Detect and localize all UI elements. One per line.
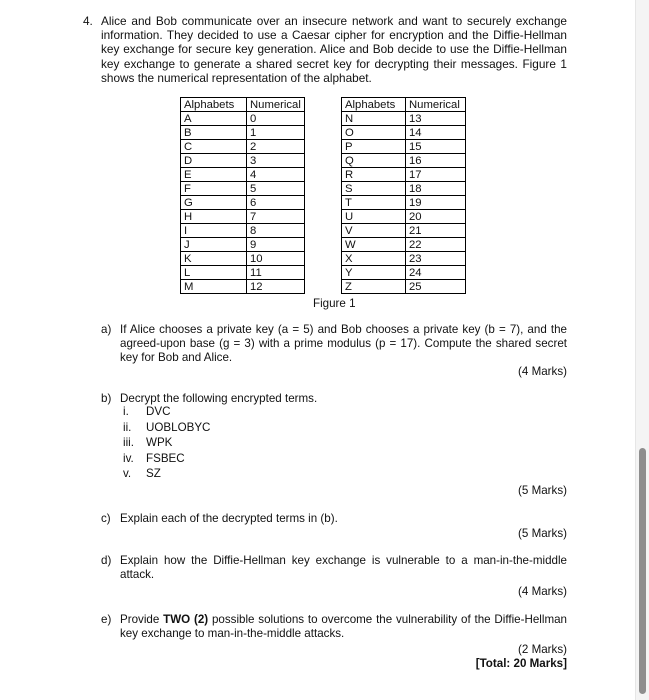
table-row bbox=[342, 182, 466, 196]
alphabet-cell: M bbox=[181, 280, 247, 294]
table-row bbox=[181, 280, 305, 294]
table-row bbox=[181, 154, 305, 168]
numerical-cell: 24 bbox=[406, 266, 466, 280]
numerical-cell: 6 bbox=[247, 196, 305, 210]
numerical-cell: 8 bbox=[247, 224, 305, 238]
list-item-roman: i. bbox=[123, 405, 129, 418]
alphabet-cell: V bbox=[342, 224, 406, 238]
part-b-text: Decrypt the following encrypted terms. bbox=[120, 392, 318, 405]
list-item-roman: iii. bbox=[123, 436, 134, 449]
alphabet-cell: D bbox=[181, 154, 247, 168]
numerical-cell: 4 bbox=[247, 168, 305, 182]
decrypt-list bbox=[123, 404, 210, 482]
alphabet-cell: K bbox=[181, 252, 247, 266]
list-item bbox=[123, 435, 210, 451]
list-item-roman: iv. bbox=[123, 451, 134, 465]
numerical-cell: 23 bbox=[406, 252, 466, 266]
part-a bbox=[101, 323, 567, 365]
numerical-cell: 21 bbox=[406, 224, 466, 238]
alphabet-cell: L bbox=[181, 266, 247, 280]
table-header-row bbox=[342, 98, 466, 112]
alphabet-cell: A bbox=[181, 112, 247, 126]
header-numerical: Numerical bbox=[247, 98, 305, 112]
numerical-cell: 12 bbox=[247, 280, 305, 294]
numerical-cell: 13 bbox=[406, 112, 466, 126]
alphabet-cell: P bbox=[342, 140, 406, 154]
numerical-cell: 18 bbox=[406, 182, 466, 196]
table-row bbox=[181, 266, 305, 280]
table-row bbox=[342, 112, 466, 126]
part-c-label: c) bbox=[101, 512, 111, 525]
alphabet-cell: Q bbox=[342, 154, 406, 168]
table-row bbox=[342, 126, 466, 140]
numerical-cell: 2 bbox=[247, 140, 305, 154]
total-marks: [Total: 20 Marks] bbox=[475, 657, 567, 670]
table-row bbox=[342, 238, 466, 252]
numerical-cell: 1 bbox=[247, 126, 305, 140]
alphabet-cell: N bbox=[342, 112, 406, 126]
header-alphabets: Alphabets bbox=[181, 98, 247, 112]
list-item bbox=[123, 466, 210, 482]
alphabet-cell: W bbox=[342, 238, 406, 252]
table-row bbox=[181, 112, 305, 126]
table-row bbox=[342, 140, 466, 154]
table-row bbox=[181, 126, 305, 140]
table-row bbox=[181, 210, 305, 224]
alphabet-cell: R bbox=[342, 168, 406, 182]
numerical-cell: 20 bbox=[406, 210, 466, 224]
part-c bbox=[101, 512, 567, 526]
list-item bbox=[123, 404, 210, 420]
alphabet-cell: Y bbox=[342, 266, 406, 280]
part-a-text: If Alice chooses a private key (a = 5) and Bob chooses a private key (b = 7), and the agreed-upon base (g = 3) with a prime modulus (p = 17). Compute the shared secret key for Bob and Alice. bbox=[120, 323, 567, 364]
alphabet-cell: T bbox=[342, 196, 406, 210]
question-number: 4. bbox=[83, 14, 93, 28]
alphabet-cell: J bbox=[181, 238, 247, 252]
part-d bbox=[101, 554, 567, 582]
part-a-label: a) bbox=[101, 323, 112, 336]
vertical-scrollbar[interactable] bbox=[635, 0, 649, 700]
alphabet-table-left bbox=[180, 97, 305, 294]
table-row bbox=[181, 252, 305, 266]
numerical-cell: 15 bbox=[406, 140, 466, 154]
table-row bbox=[181, 196, 305, 210]
table-row bbox=[342, 224, 466, 238]
alphabet-cell: F bbox=[181, 182, 247, 196]
table-row bbox=[342, 210, 466, 224]
table-row bbox=[181, 224, 305, 238]
part-e-text-end: possible solutions to overcome the vulnerability of the Diffie-Hellman key exchange to man-in-the-middle attacks. bbox=[120, 613, 568, 640]
part-d-label: d) bbox=[101, 554, 112, 567]
numerical-cell: 22 bbox=[406, 238, 466, 252]
list-item-term: UOBLOBYC bbox=[146, 420, 211, 434]
table-row bbox=[181, 182, 305, 196]
part-d-marks: (4 Marks) bbox=[518, 585, 567, 598]
part-e bbox=[101, 613, 567, 641]
numerical-cell: 0 bbox=[247, 112, 305, 126]
figure-caption: Figure 1 bbox=[313, 297, 356, 310]
alphabet-table-right bbox=[341, 97, 466, 294]
list-item bbox=[123, 420, 210, 436]
numerical-cell: 9 bbox=[247, 238, 305, 252]
alphabet-cell: E bbox=[181, 168, 247, 182]
table-row bbox=[181, 238, 305, 252]
list-item-term: FSBEC bbox=[146, 451, 185, 465]
table-row bbox=[342, 168, 466, 182]
table-row bbox=[342, 252, 466, 266]
table-row bbox=[181, 140, 305, 154]
numerical-cell: 25 bbox=[406, 280, 466, 294]
part-d-text: Explain how the Diffie-Hellman key exchange is vulnerable to a man-in-the-middle attack. bbox=[120, 554, 567, 581]
numerical-cell: 19 bbox=[406, 196, 466, 210]
header-numerical: Numerical bbox=[406, 98, 466, 112]
part-e-text-bold: TWO (2) bbox=[163, 613, 209, 626]
part-a-marks: (4 Marks) bbox=[518, 365, 567, 378]
part-e-marks: (2 Marks) bbox=[518, 643, 567, 656]
list-item-roman: v. bbox=[123, 467, 132, 480]
alphabet-cell: G bbox=[181, 196, 247, 210]
scrollbar-thumb[interactable] bbox=[639, 448, 646, 694]
numerical-cell: 3 bbox=[247, 154, 305, 168]
numerical-cell: 16 bbox=[406, 154, 466, 168]
alphabet-cell: U bbox=[342, 210, 406, 224]
part-e-text-start: Provide bbox=[120, 613, 164, 626]
alphabet-cell: S bbox=[342, 182, 406, 196]
numerical-cell: 14 bbox=[406, 126, 466, 140]
list-item-term: DVC bbox=[146, 405, 171, 418]
numerical-cell: 17 bbox=[406, 168, 466, 182]
alphabet-cell: Z bbox=[342, 280, 406, 294]
part-e-label: e) bbox=[101, 613, 112, 626]
table-row bbox=[342, 280, 466, 294]
table-right-body bbox=[342, 112, 466, 294]
table-header-row bbox=[181, 98, 305, 112]
header-alphabets: Alphabets bbox=[342, 98, 406, 112]
alphabet-cell: B bbox=[181, 126, 247, 140]
table-row bbox=[181, 168, 305, 182]
part-c-text: Explain each of the decrypted terms in (b). bbox=[120, 512, 338, 525]
numerical-cell: 7 bbox=[247, 210, 305, 224]
numerical-cell: 5 bbox=[247, 182, 305, 196]
part-e-text bbox=[120, 613, 567, 641]
list-item bbox=[123, 451, 210, 467]
alphabet-cell: I bbox=[181, 224, 247, 238]
part-c-marks: (5 Marks) bbox=[518, 527, 567, 540]
list-item-term: WPK bbox=[146, 436, 173, 449]
alphabet-cell: O bbox=[342, 126, 406, 140]
numerical-cell: 10 bbox=[247, 252, 305, 266]
table-left-body bbox=[181, 112, 305, 294]
table-row bbox=[342, 154, 466, 168]
list-item-roman: ii. bbox=[123, 420, 132, 434]
list-item-term: SZ bbox=[146, 467, 161, 480]
numerical-cell: 11 bbox=[247, 266, 305, 280]
question-intro: Alice and Bob communicate over an insecure network and want to securely exchange information. They decided to use a Caesar cipher for encryption and the Diffie-Hellman key exchange for secure key generation. Alice and Bob decide to use the Diffie-Hellman key exchange to generate a shared secret key for decrypting their messages. Figure 1 shows the numerical representation of the alphabet. bbox=[101, 14, 567, 85]
alphabet-cell: H bbox=[181, 210, 247, 224]
part-b-label: b) bbox=[101, 392, 112, 405]
alphabet-cell: X bbox=[342, 252, 406, 266]
alphabet-cell: C bbox=[181, 140, 247, 154]
table-row bbox=[342, 266, 466, 280]
table-row bbox=[342, 196, 466, 210]
part-b-marks: (5 Marks) bbox=[518, 484, 567, 497]
